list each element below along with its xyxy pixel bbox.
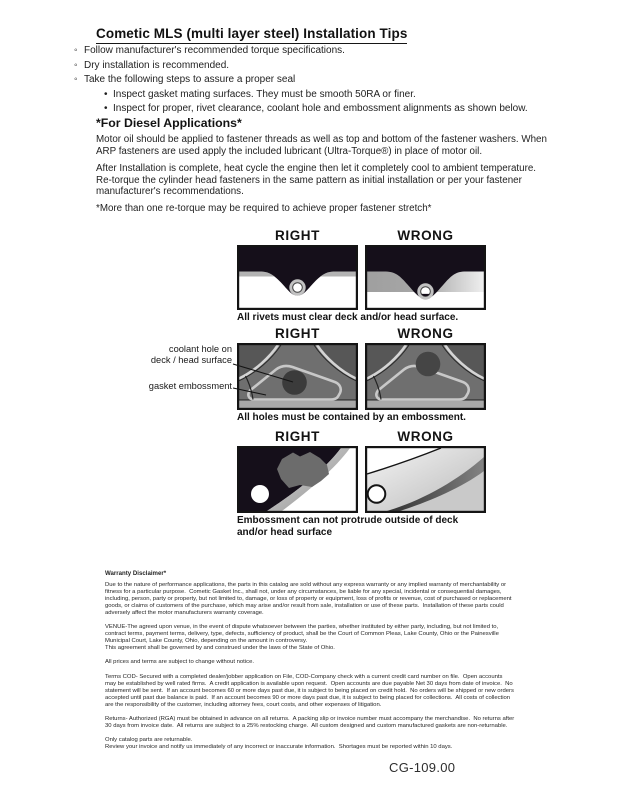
legal-paragraph: Returns- Authorized (RGA) must be obtained in advance on all returns. A packing slip or invoice number must accompany the merchandise. No returns after 30 days from invoice date. All returns are subject to a 25% restocking charge. All custom designed and custom manufactured gaskets are non-returnable. bbox=[105, 715, 516, 729]
page-title: Cometic MLS (multi layer steel) Installation Tips bbox=[96, 26, 407, 44]
retorque-note: *More than one re-torque may be required to achieve proper fastener stretch* bbox=[96, 203, 432, 214]
right-label: RIGHT bbox=[275, 228, 320, 243]
warranty-disclaimer-heading: Warranty Disclaimer* bbox=[105, 570, 167, 577]
legal-paragraph: Terms COD- Secured with a completed dealer/jobber application on File, COD-Company check with a current credit card number on file. Open accounts may be established by well rated firms. A credit application is available upon request. Open accounts are due payable Net 30 days from date of invoice. No statement will be sent. If an account becomes 60 or more days past due, it is subject to being placed on credit hold. No orders will be shipped or new orders accepted until past due balance is paid. If an account becomes 90 or more days past due, it is subject to being placed for collections. All costs of collection are the responsibility of the customer, including attorney fees, court costs, and other expenses of litigation. bbox=[105, 673, 516, 708]
legal-paragraph: Review your invoice and notify us immediately of any incorrect or inaccurate information. Shortages must be reported within 10 days. bbox=[105, 743, 453, 750]
legal-paragraph: Due to the nature of performance applications, the parts in this catalog are sold without any express warranty or any implied warranty of merchantability or fitness for a particular purpose. Cometic Gasket Inc., shall not, under any circumstances, be liable for any special, incidental or consequential damages, including, person, party or property, but not limited to, damage, or loss of property or equipment, loss of profits or revenue, cost of purchased or replacement goods, or claims of customers of the purchase, which may arise and/or result from sale, installation or use of these parts. Installation of these parts could adversely affect the motor manufacturers warranty coverage. bbox=[105, 582, 514, 617]
open-bullet-marker-icon: ◦ bbox=[74, 59, 78, 71]
bullet-item bbox=[74, 73, 574, 88]
rivet-wrong-column bbox=[365, 229, 486, 310]
protrude-right-column bbox=[237, 430, 358, 513]
filled-bullet-marker-icon: • bbox=[104, 103, 108, 114]
coolant-hole bbox=[416, 352, 441, 377]
holes-caption: All holes must be contained by an embossment. bbox=[237, 412, 466, 423]
page-part-number: CG-109.00 bbox=[389, 760, 456, 775]
holes-right-figure bbox=[237, 343, 358, 410]
diesel-paragraph-2: After Installation is complete, heat cycle the engine then let it completely cool to ambient temperature. Re-torque the cylinder head fasteners in the same pattern as initial installation or per your fastener manufacturer's recommendations. bbox=[96, 163, 537, 198]
bullet-text: Follow manufacturer's recommended torque specifications. bbox=[84, 45, 345, 56]
bullet-item bbox=[74, 44, 574, 59]
bolt-hole bbox=[251, 485, 269, 503]
gasket-embossment-label: gasket embossment bbox=[148, 381, 232, 391]
legal-paragraph: Only catalog parts are returnable. bbox=[105, 736, 193, 743]
bolt-hole bbox=[368, 485, 386, 503]
bullet-item bbox=[74, 59, 574, 74]
coolant-hole-label-line2: deck / head surface bbox=[150, 355, 232, 365]
coolant-hole-label-line1: coolant hole on bbox=[168, 344, 232, 354]
open-bullet-marker-icon: ◦ bbox=[74, 45, 78, 56]
coolant-hole-label bbox=[92, 344, 232, 366]
rivet-right-figure bbox=[237, 245, 358, 310]
diesel-paragraph-1: Motor oil should be applied to fastener threads as well as top and bottom of the fastener washers. When ARP fasteners are used apply the included lubricant (Ultra-Torque®) in place of motor oil. bbox=[96, 134, 547, 157]
legal-paragraph: VENUE-The agreed upon venue, in the event of dispute whatsoever between the parties, whether instituted by either party, including, but not limited to, contract terms, payment terms, delivery, type, defects, sufficiency of product, shall be the Court of Common Pleas, Lake County, Ohio or the Painesville Municipal Court, Lake County, Ohio, depending on the amount in controversy. bbox=[105, 624, 501, 645]
legal-section bbox=[105, 570, 515, 751]
filled-bullet-marker-icon: • bbox=[104, 88, 108, 100]
protrude-wrong-figure bbox=[365, 446, 486, 513]
sub-bullet-item bbox=[74, 88, 574, 103]
protrude-right-figure bbox=[237, 446, 358, 513]
diagram-row-protrude bbox=[237, 430, 486, 513]
diagram-row-rivets bbox=[237, 229, 486, 310]
bullet-text: Take the following steps to assure a proper seal bbox=[84, 74, 296, 85]
bullet-text: Dry installation is recommended. bbox=[84, 59, 230, 71]
wrong-label: WRONG bbox=[397, 228, 454, 243]
sub-bullet-item bbox=[74, 102, 574, 117]
protrude-wrong-column bbox=[365, 430, 486, 513]
wrong-label: WRONG bbox=[397, 326, 454, 341]
tips-bullet-list bbox=[74, 44, 574, 117]
rivets-caption: All rivets must clear deck and/or head surface. bbox=[237, 312, 459, 323]
right-label: RIGHT bbox=[275, 326, 320, 341]
protrude-caption: Embossment can not protrude outside of deck and/or head surface bbox=[237, 515, 459, 538]
holes-wrong-figure bbox=[365, 343, 486, 410]
rivet-right-column bbox=[237, 229, 358, 310]
open-bullet-marker-icon: ◦ bbox=[74, 74, 78, 85]
bullet-text: Inspect for proper, rivet clearance, coolant hole and embossment alignments as shown below. bbox=[113, 103, 528, 114]
coolant-hole bbox=[282, 370, 307, 395]
wrong-label: WRONG bbox=[397, 429, 454, 444]
rivet-wrong-figure bbox=[365, 245, 486, 310]
diesel-applications-heading: *For Diesel Applications* bbox=[96, 116, 242, 130]
holes-right-column bbox=[237, 327, 358, 410]
right-label: RIGHT bbox=[275, 429, 320, 444]
legal-paragraph: All prices and terms are subject to change without notice. bbox=[105, 659, 254, 666]
diagram-row-holes bbox=[237, 327, 486, 410]
holes-wrong-column bbox=[365, 327, 486, 410]
bullet-text: Inspect gasket mating surfaces. They must be smooth 50RA or finer. bbox=[113, 88, 416, 100]
legal-paragraph: This agreement shall be governed by and construed under the laws of the State of Ohio. bbox=[105, 645, 335, 652]
